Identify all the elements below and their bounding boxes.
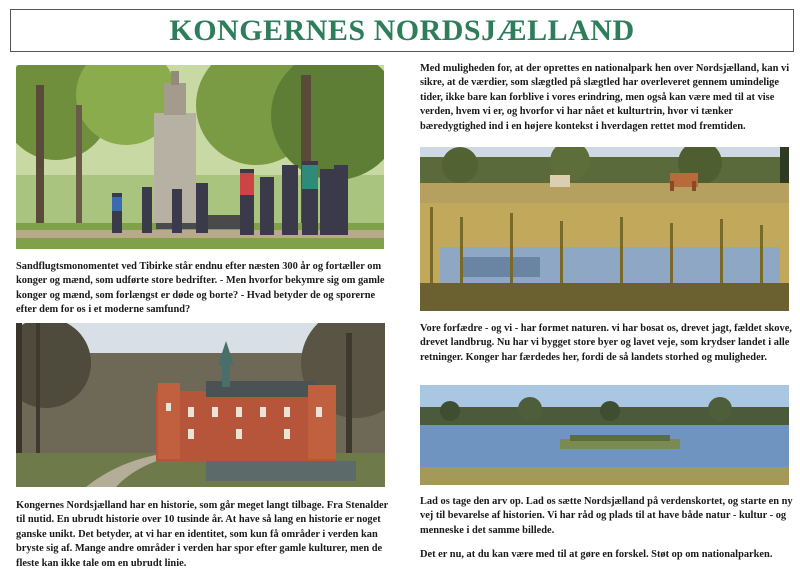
caption-nature: Vore forfædre - og vi - har formet naturen. vi har bosat os, drevet jagt, fældet skove, drevet landbrug. Nu har vi bygget store byer og lavet veje, som krydser landet i alle retninger. Konger har færdedes her, fordi de så landets storhed og muligheder. bbox=[420, 323, 792, 363]
caption-history: Kongernes Nordsjælland har en historie, som går meget langt tilbage. Fra Stenalder til nutid. En ubrudt historie over 10 tusinde år. At have så lang en historie er noget ganske unikt. Det betyder, at vi har en identitet, som kun få områder i verden kan bryste sig af. Mange andre områder i verden har spor efter gamle kulturer, men de fleste kan ikke tale om en ubrudt linie. bbox=[16, 500, 389, 569]
photo-lake bbox=[420, 385, 789, 485]
closing-paragraph-1: Lad os tage den arv op. Lad os sætte Nordsjælland på verdenskortet, og starte en ny vej til bevarelse af historien. Vi har råd og plads til at have både natur - kultur - og menneske i det samme billede. bbox=[420, 496, 793, 536]
caption-monument: Sandflugtsmonomentet ved Tibirke står endnu efter næsten 300 år og fortæller om konger og mænd, som udførte store bedrifter. - Men hvorfor bekymre sig om gamle konger og mænd, som forlængst er døde og borte? - Hvad betyder de og sporerne efter dem for os i et moderne samfund? bbox=[16, 261, 385, 316]
photo-castle bbox=[16, 323, 385, 487]
photo-meadow bbox=[420, 147, 789, 311]
title-banner bbox=[10, 9, 794, 52]
intro-text: Med muligheden for, at der oprettes en nationalpark hen over Nordsjælland, kan vi sikre, at de værdier, som slægtled på slægtled har overleveret gennem umindelige tider, ikke bare kan forblive i vores erindring, men også kan være med til at vise verden, hvem vi er, og hvorfor vi har nået et kulturtrin, hvor vi tænker bæredygtighed ind i en højere kontekst i hverdagen rettet mod fremtiden. bbox=[420, 63, 790, 132]
photo-monument bbox=[16, 65, 384, 249]
closing-text bbox=[420, 495, 794, 563]
closing-paragraph-2: Det er nu, at du kan være med til at gøre en forskel. Støt op om nationalparken. bbox=[420, 549, 773, 561]
page-title: KONGERNES NORDSJÆLLAND bbox=[169, 13, 635, 47]
